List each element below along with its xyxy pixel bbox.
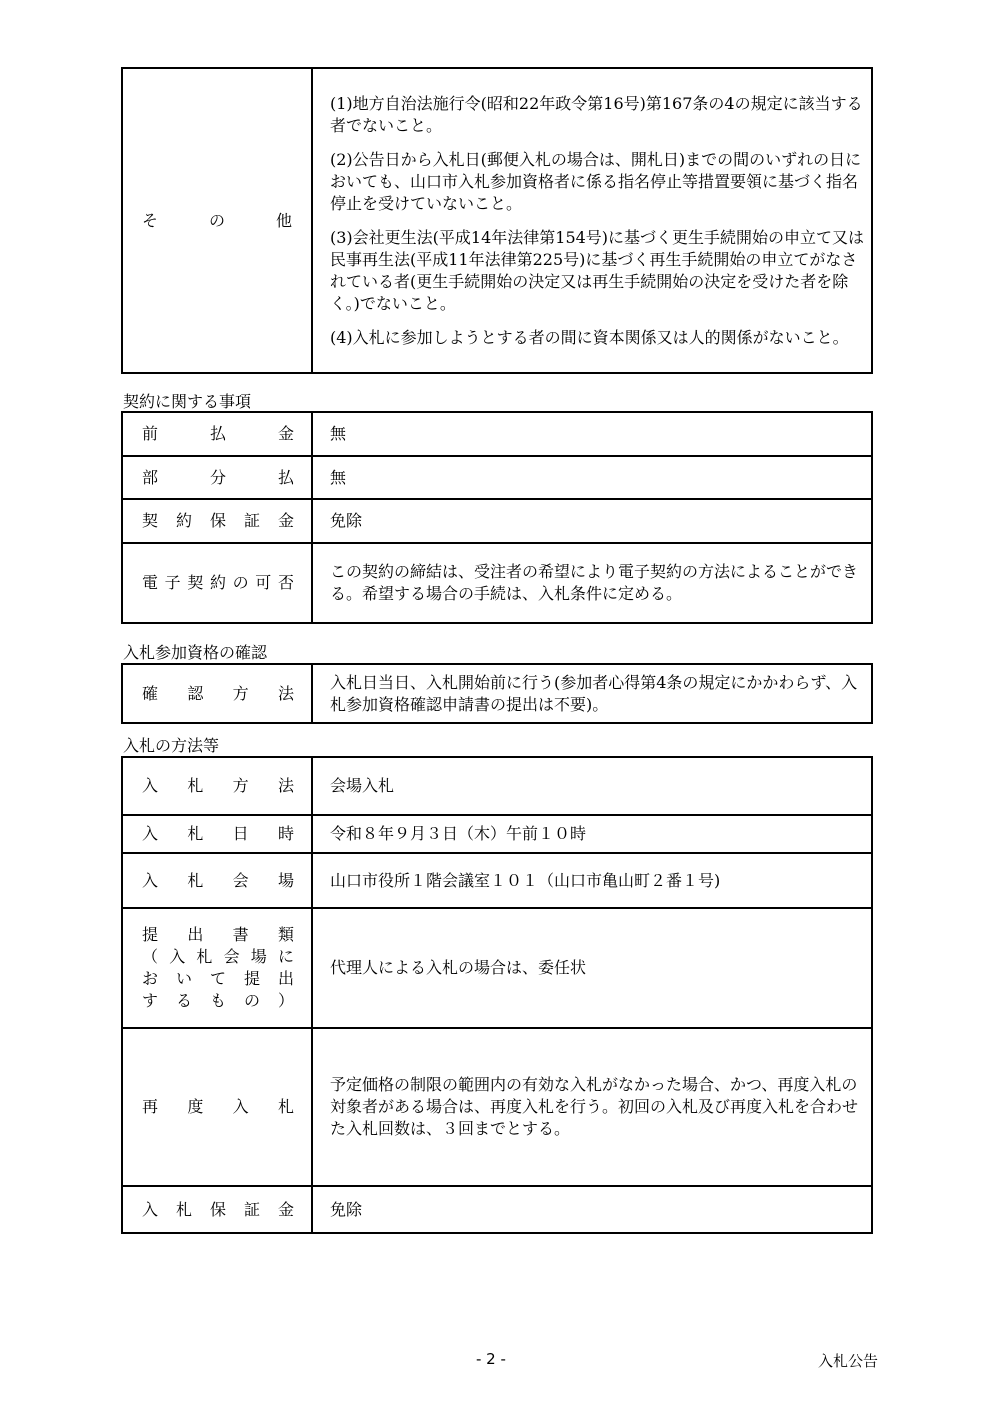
label-char: 約 (175, 511, 192, 530)
footer-title: 入札公告 (818, 1352, 879, 1370)
confirmation-method-value: 入札日当日、入札開始前に行う(参加者心得第4条の規定にかかわらず、入札参加資格確認申請書の提出は不要)。 (312, 664, 872, 723)
label-char: 札 (277, 1097, 294, 1116)
label-char: て (209, 969, 226, 988)
label-char: 提 (243, 969, 260, 988)
label-cell (122, 456, 312, 499)
label-char: 場 (277, 870, 294, 890)
row-label (123, 1096, 311, 1118)
row-label (123, 683, 311, 705)
label-char: 入 (142, 870, 159, 890)
label-char: 札 (175, 1199, 192, 1219)
other-label-cell (122, 68, 312, 373)
label-char: 電 (142, 573, 159, 592)
label-char: に (277, 947, 294, 966)
label-char: 提 (142, 925, 159, 944)
label-char: 方 (232, 776, 249, 795)
label-char: 入 (142, 824, 159, 843)
label-cell (122, 664, 312, 723)
label-char: 法 (277, 776, 294, 795)
label-char: 時 (277, 824, 294, 843)
label-char: 会 (223, 947, 240, 966)
label-char: 類 (277, 925, 294, 944)
page-number: - 2 - (476, 1350, 506, 1368)
label-cell (122, 1028, 312, 1186)
label-char: お (142, 969, 159, 988)
qualification-section-title: 入札参加資格の確認 (123, 643, 268, 662)
row-label (123, 823, 311, 845)
label-char: 書 (232, 925, 249, 944)
label-cell (122, 412, 312, 456)
table-row (122, 757, 872, 815)
row-label (123, 1199, 311, 1221)
label-char: 証 (243, 511, 260, 530)
label-char: 日 (232, 824, 249, 843)
label-cell (122, 543, 312, 623)
label-line (142, 990, 294, 1012)
label-char: 度 (187, 1097, 204, 1116)
table-row (122, 815, 872, 853)
label-char: 契 (142, 511, 159, 530)
label-char: す (142, 991, 159, 1010)
label-cell (122, 908, 312, 1028)
label-char: 保 (209, 1199, 226, 1219)
label-char: 再 (142, 1097, 159, 1116)
label-char: の (232, 573, 249, 592)
other-paragraph-2: (2)公告日から入札日(郵便入札の場合は、開札日)までの間のいずれの日においても、山口市入札参加資格者に係る指名停止等措置要領に基づく指名停止を受けていないこと。 (330, 149, 862, 213)
label-char: 入 (142, 1199, 159, 1219)
label-char: い (175, 969, 192, 988)
label-char: の (243, 991, 260, 1010)
label-char: そ (142, 210, 159, 230)
label-char: 前 (142, 424, 159, 443)
table-row (122, 908, 872, 1028)
label-char: 他 (275, 210, 292, 230)
label-char: 否 (277, 573, 294, 592)
label-char: 約 (209, 573, 226, 592)
submission-documents-value: 代理人による入札の場合は、委任状 (312, 908, 872, 1028)
bidding-venue-value: 山口市役所１階会議室１０１（山口市亀山町２番１号) (312, 853, 872, 908)
other-label (123, 210, 311, 232)
label-char: 可 (255, 573, 272, 592)
label-char: 入 (232, 1097, 249, 1116)
label-char: 札 (187, 870, 204, 890)
row-label (123, 510, 311, 532)
label-char: 契 (187, 573, 204, 592)
label-cell (122, 853, 312, 908)
table-row (122, 543, 872, 623)
table-row (122, 456, 872, 499)
table-row (122, 1186, 872, 1233)
bidding-section-title: 入札の方法等 (123, 736, 220, 755)
label-line (142, 946, 294, 968)
label-char: 払 (277, 467, 294, 487)
other-paragraph-4: (4)入札に参加しようとする者の間に資本関係又は人的関係がないこと。 (330, 327, 849, 347)
bidding-datetime-value: 令和８年９月３日（木）午前１０時 (312, 815, 872, 853)
label-char: 金 (277, 1199, 294, 1219)
bidding-method-value: 会場入札 (312, 757, 872, 815)
bidding-table (121, 756, 873, 1234)
row-label (123, 924, 311, 1012)
other-value-cell (312, 68, 872, 373)
label-cell (122, 815, 312, 853)
label-char: 払 (209, 424, 226, 443)
label-char: る (175, 991, 192, 1010)
other-paragraph-1: (1)地方自治法施行令(昭和22年政令第16号)第167条の4の規定に該当する者でないこと。 (330, 93, 863, 135)
row-label (123, 572, 311, 594)
table-row (122, 1028, 872, 1186)
label-char: 札 (187, 776, 204, 795)
other-table (121, 67, 873, 374)
other-row (122, 68, 872, 373)
bid-deposit-value: 免除 (312, 1186, 872, 1233)
label-char: 部 (142, 467, 159, 487)
table-row (122, 664, 872, 723)
label-char: 出 (187, 925, 204, 944)
label-char: ） (277, 991, 294, 1010)
label-char: 方 (232, 683, 249, 703)
row-label (123, 870, 311, 892)
contract-section-title: 契約に関する事項 (123, 392, 252, 411)
table-row (122, 499, 872, 543)
label-line (142, 968, 294, 990)
table-row (122, 853, 872, 908)
row-label (123, 775, 311, 797)
label-cell (122, 1186, 312, 1233)
label-char: （ (142, 947, 159, 966)
other-paragraph-3: (3)会社更生法(平成14年法律第154号)に基づく更生手続開始の申立て又は民事再生法(平成11年法律第225号)に基づく再生手続開始の申立てがなされている者(更生手続開始の決定又は再生手続開始の決定を受けた者を除く。)でないこと。 (330, 227, 865, 313)
label-char: 法 (277, 683, 294, 703)
label-char: 子 (164, 573, 181, 592)
qualification-table (121, 663, 873, 724)
label-char: 確 (142, 683, 159, 703)
label-char: 場 (250, 947, 267, 966)
label-char: も (209, 991, 226, 1010)
label-char: 出 (277, 969, 294, 988)
label-char: 保 (209, 511, 226, 530)
label-char: 札 (187, 824, 204, 843)
contract-table (121, 411, 873, 624)
e-contract-value: この契約の締結は、受注者の希望により電子契約の方法によることができる。希望する場合の手続は、入札条件に定める。 (312, 543, 872, 623)
label-char: 金 (277, 424, 294, 443)
label-char: 入 (169, 947, 186, 966)
label-char: 入 (142, 776, 159, 795)
row-label (123, 423, 311, 445)
label-char: 証 (243, 1199, 260, 1219)
label-char: 認 (187, 683, 204, 703)
label-line (142, 924, 294, 946)
rebid-value: 予定価格の制限の範囲内の有効な入札がなかった場合、かつ、再度入札の対象者がある場合は、再度入札を行う。初回の入札及び再度入札を合わせた入札回数は、３回までとする。 (312, 1028, 872, 1186)
prepayment-value: 無 (312, 412, 872, 456)
label-char: 金 (277, 511, 294, 530)
label-char: 札 (196, 947, 213, 966)
label-char: の (208, 210, 225, 230)
contract-deposit-value: 免除 (312, 499, 872, 543)
table-row (122, 412, 872, 456)
partial-payment-value: 無 (312, 456, 872, 499)
row-label (123, 467, 311, 489)
label-char: 会 (232, 870, 249, 890)
label-cell (122, 757, 312, 815)
label-cell (122, 499, 312, 543)
label-char: 分 (209, 467, 226, 487)
